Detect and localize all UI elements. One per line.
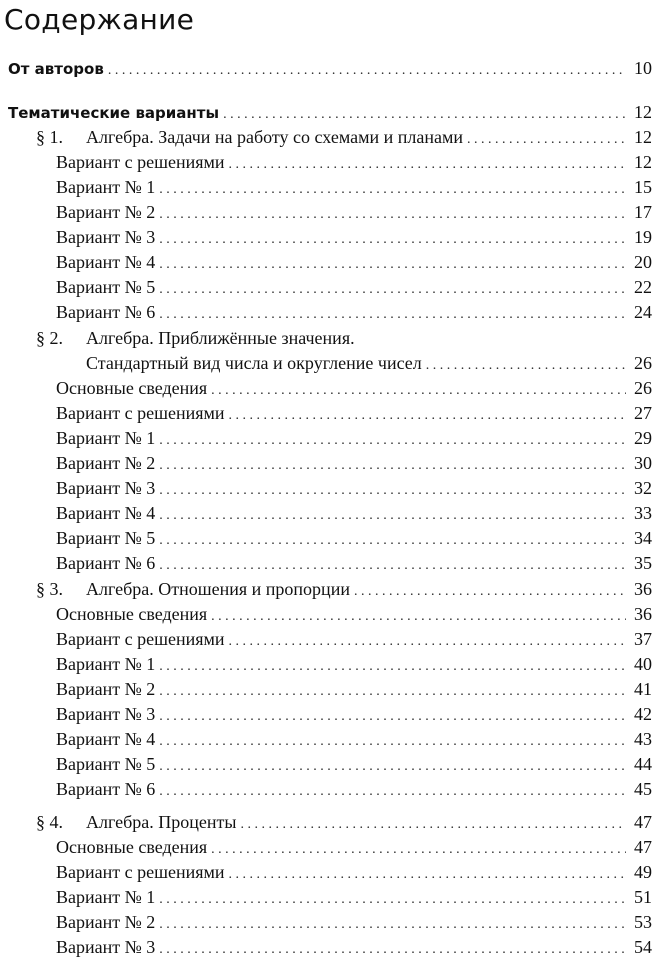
toc-row <box>0 225 656 250</box>
toc-page-number: 27 <box>634 403 652 423</box>
toc-entry-label: Вариант № 1 <box>56 177 156 197</box>
toc-item[interactable] <box>56 300 652 325</box>
toc-item[interactable] <box>56 702 652 727</box>
dot-leader <box>159 503 626 528</box>
section-title: Алгебра. Отношения и пропорции <box>86 579 350 599</box>
toc-page-number: 26 <box>634 353 652 373</box>
toc-item[interactable] <box>56 652 652 677</box>
toc-page-number: 17 <box>634 202 652 222</box>
toc-entry-label: Вариант с решениями <box>56 862 225 882</box>
toc-row <box>0 175 656 200</box>
dot-leader <box>211 378 626 403</box>
dot-leader <box>159 277 626 302</box>
toc-entry-label <box>36 326 355 351</box>
toc-entry-label: Вариант с решениями <box>56 629 225 649</box>
dot-leader <box>229 862 626 887</box>
toc-section-3[interactable] <box>36 577 652 602</box>
toc-section-4[interactable] <box>36 810 652 835</box>
toc-item[interactable] <box>56 275 652 300</box>
toc-entry-label: Вариант № 2 <box>56 202 156 222</box>
section-number: § 3. <box>36 579 63 599</box>
dot-leader <box>159 202 626 227</box>
section-title: Алгебра. Проценты <box>86 812 237 832</box>
toc-row <box>0 602 656 627</box>
section-number: § 2. <box>36 328 63 348</box>
toc-item[interactable] <box>56 777 652 802</box>
toc-page-number: 35 <box>634 553 652 573</box>
section-title-continuation: Стандартный вид числа и округление чисел <box>86 353 422 373</box>
dot-leader <box>426 353 626 378</box>
toc-row <box>0 376 656 401</box>
toc-row-section-4 <box>0 810 656 835</box>
toc-entry-label: Вариант № 4 <box>56 729 156 749</box>
dot-leader <box>229 629 626 654</box>
toc-page-number: 12 <box>634 102 652 122</box>
toc-entry-label: Вариант № 5 <box>56 528 156 548</box>
toc-item[interactable] <box>56 476 652 501</box>
toc-row-section-3 <box>0 577 656 602</box>
toc-page-number: 47 <box>634 837 652 857</box>
toc-row-section-2 <box>0 326 656 351</box>
toc-page-number: 43 <box>634 729 652 749</box>
section-number: § 4. <box>36 812 63 832</box>
toc-entry-label <box>36 577 350 602</box>
toc-entry-label: Вариант № 4 <box>56 503 156 523</box>
toc-entry-authors[interactable] <box>8 56 652 81</box>
toc-item[interactable] <box>56 451 652 476</box>
toc-row <box>0 250 656 275</box>
dot-leader <box>159 302 626 327</box>
toc-entry-label: Вариант № 5 <box>56 277 156 297</box>
toc-row <box>0 777 656 802</box>
toc-entry-label <box>36 125 463 150</box>
toc-page-number: 26 <box>634 378 652 398</box>
toc-entry-label: Вариант № 3 <box>56 704 156 724</box>
toc-page-number: 20 <box>634 252 652 272</box>
toc-entry-label: Вариант № 2 <box>56 453 156 473</box>
toc-row <box>0 860 656 885</box>
dot-leader <box>159 553 626 578</box>
toc-entry-label: Вариант № 6 <box>56 779 156 799</box>
toc-page-number: 15 <box>634 177 652 197</box>
toc-page-number: 41 <box>634 679 652 699</box>
toc-entry-label <box>36 810 236 835</box>
toc-row <box>0 300 656 325</box>
toc-page-number: 29 <box>634 428 652 448</box>
dot-leader <box>159 754 626 779</box>
toc-item[interactable] <box>56 501 652 526</box>
toc-page-number: 47 <box>634 812 652 832</box>
toc-item[interactable] <box>56 860 652 885</box>
toc-row <box>0 551 656 576</box>
dot-leader <box>159 679 626 704</box>
toc-page-number: 45 <box>634 779 652 799</box>
toc-row <box>0 702 656 727</box>
dot-leader <box>467 127 626 152</box>
toc-page-number: 12 <box>634 152 652 172</box>
toc-section-1[interactable] <box>36 125 652 150</box>
toc-row <box>0 627 656 652</box>
toc-entry-label: Вариант № 6 <box>56 553 156 573</box>
toc-section-2-continuation[interactable] <box>86 351 652 376</box>
toc-item[interactable] <box>56 885 652 910</box>
toc-item[interactable] <box>56 426 652 451</box>
toc-page-number: 37 <box>634 629 652 649</box>
toc-item[interactable] <box>56 910 652 935</box>
toc-row <box>0 910 656 935</box>
toc-entry-label: От авторов <box>8 60 104 78</box>
section-title: Алгебра. Задачи на работу со схемами и планами <box>86 127 463 147</box>
toc-item[interactable] <box>56 376 652 401</box>
toc-item[interactable] <box>56 677 652 702</box>
toc-row-thematic <box>0 100 656 125</box>
toc-row <box>0 652 656 677</box>
toc-item[interactable] <box>56 835 652 860</box>
toc-row <box>0 150 656 175</box>
dot-leader <box>159 937 626 962</box>
dot-leader <box>229 403 626 428</box>
toc-page-number: 51 <box>634 887 652 907</box>
toc-item[interactable] <box>56 551 652 576</box>
toc-page-number: 40 <box>634 654 652 674</box>
toc-item[interactable] <box>56 526 652 551</box>
page-title: Содержание <box>4 3 195 36</box>
toc-row <box>0 200 656 225</box>
toc-entry-label: Вариант № 3 <box>56 478 156 498</box>
toc-row <box>0 476 656 501</box>
toc-item[interactable] <box>56 175 652 200</box>
dot-leader <box>159 887 626 912</box>
toc-row <box>0 752 656 777</box>
toc-item[interactable] <box>56 250 652 275</box>
toc-entry-label: Вариант № 3 <box>56 227 156 247</box>
dot-leader <box>211 837 626 862</box>
dot-leader <box>159 704 626 729</box>
toc-item[interactable] <box>56 727 652 752</box>
dot-leader <box>354 579 626 604</box>
toc-item[interactable] <box>56 200 652 225</box>
toc-row <box>0 885 656 910</box>
toc-page-number: 22 <box>634 277 652 297</box>
dot-leader <box>159 478 626 503</box>
toc-row-section-1 <box>0 125 656 150</box>
section-title: Алгебра. Приближённые значения. <box>86 328 355 348</box>
dot-leader <box>223 102 626 127</box>
dot-leader <box>159 779 626 804</box>
toc-entry-label: Вариант № 6 <box>56 302 156 322</box>
toc-entry-label: Вариант № 5 <box>56 754 156 774</box>
toc-page-number: 10 <box>634 58 652 78</box>
toc-page-number: 32 <box>634 478 652 498</box>
toc-entry-label: Вариант с решениями <box>56 152 225 172</box>
dot-leader <box>159 453 626 478</box>
toc-section-2[interactable] <box>36 326 652 351</box>
dot-leader <box>229 152 626 177</box>
toc-entry-label: Вариант № 3 <box>56 937 156 957</box>
toc-entry-label: Вариант № 2 <box>56 679 156 699</box>
toc-page-number: 53 <box>634 912 652 932</box>
toc-entry-label: Вариант с решениями <box>56 403 225 423</box>
toc-page-number: 34 <box>634 528 652 548</box>
toc-page-number: 42 <box>634 704 652 724</box>
dot-leader <box>240 812 626 837</box>
toc-item[interactable] <box>56 225 652 250</box>
toc-page-number: 33 <box>634 503 652 523</box>
dot-leader <box>159 227 626 252</box>
toc-page-number: 12 <box>634 127 652 147</box>
toc-page-number: 36 <box>634 604 652 624</box>
dot-leader <box>159 428 626 453</box>
toc-item[interactable] <box>56 602 652 627</box>
toc-row <box>0 677 656 702</box>
dot-leader <box>159 528 626 553</box>
toc-item[interactable] <box>56 627 652 652</box>
toc-row <box>0 426 656 451</box>
dot-leader <box>159 912 626 937</box>
toc-entry-thematic[interactable] <box>8 100 652 125</box>
dot-leader <box>211 604 626 629</box>
toc-entry-label: Основные сведения <box>56 837 208 857</box>
toc-item[interactable] <box>56 935 652 960</box>
toc-page-number: 44 <box>634 754 652 774</box>
toc-item[interactable] <box>56 150 652 175</box>
toc-entry-label: Вариант № 2 <box>56 912 156 932</box>
toc-row <box>0 526 656 551</box>
section-number: § 1. <box>36 127 63 147</box>
toc-page-number: 36 <box>634 579 652 599</box>
toc-row-section-2-cont <box>0 351 656 376</box>
toc-entry-label: Вариант № 1 <box>56 887 156 907</box>
toc-row <box>0 835 656 860</box>
toc-entry-label: Основные сведения <box>56 604 208 624</box>
toc-entry-label: Тематические варианты <box>8 104 220 122</box>
toc-page-number: 54 <box>634 937 652 957</box>
dot-leader <box>159 729 626 754</box>
toc-item[interactable] <box>56 401 652 426</box>
toc-row <box>0 275 656 300</box>
toc-row <box>0 501 656 526</box>
toc-page-number: 24 <box>634 302 652 322</box>
dot-leader <box>108 58 626 83</box>
toc-item[interactable] <box>56 752 652 777</box>
toc-page-number: 19 <box>634 227 652 247</box>
toc-row <box>0 451 656 476</box>
toc-entry-label: Вариант № 1 <box>56 428 156 448</box>
toc-page-number: 30 <box>634 453 652 473</box>
toc-row-authors <box>0 56 656 81</box>
toc-entry-label: Вариант № 1 <box>56 654 156 674</box>
toc-row <box>0 401 656 426</box>
dot-leader <box>159 252 626 277</box>
toc-row <box>0 727 656 752</box>
toc-row <box>0 935 656 960</box>
toc-entry-label: Основные сведения <box>56 378 208 398</box>
dot-leader <box>159 177 626 202</box>
toc-entry-label: Вариант № 4 <box>56 252 156 272</box>
toc-page-number: 49 <box>634 862 652 882</box>
dot-leader <box>159 654 626 679</box>
